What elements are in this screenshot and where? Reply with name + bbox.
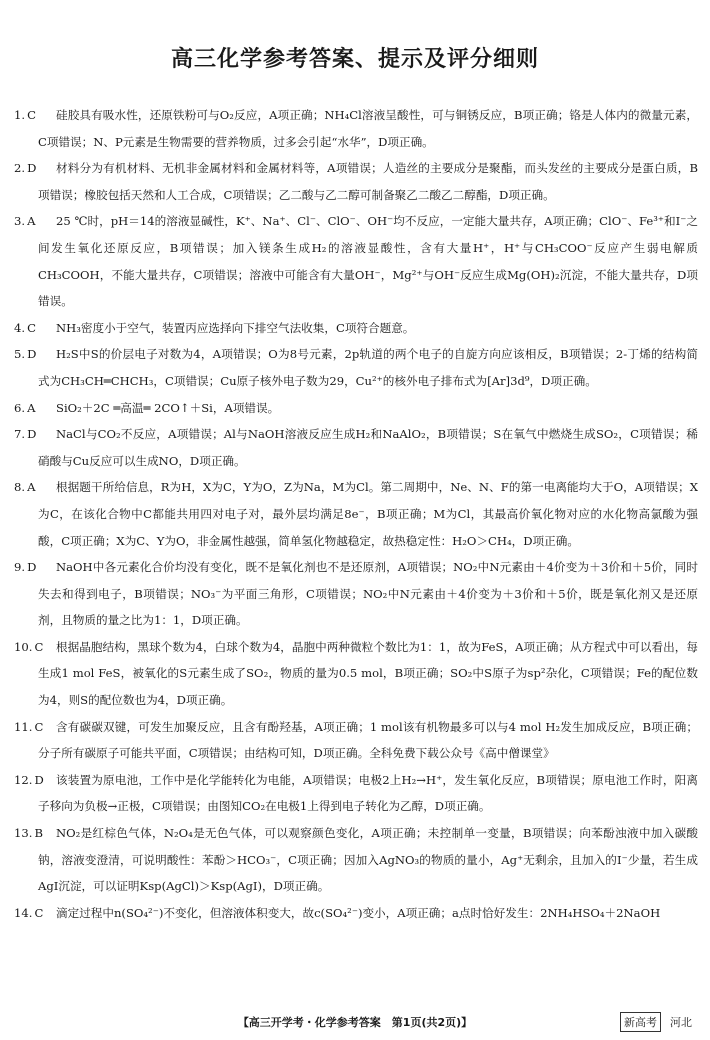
- question-number: 1.: [14, 108, 26, 122]
- answer-explanation: SiO₂＋2C ═高温═ 2CO↑＋Si，A项错误。: [56, 400, 280, 415]
- answer-choice: C: [34, 719, 44, 734]
- question-number: 11.: [14, 719, 33, 734]
- answer-item: [14, 208, 698, 314]
- answer-number: [14, 714, 44, 741]
- question-number: 7.: [14, 427, 26, 442]
- answer-choice: A: [27, 480, 36, 495]
- answer-explanation: 该装置为原电池，工作中是化学能转化为电能，A项错误；电极2上H₂→H⁺，发生氧化反应，B项错误；原电池工作时，阳离子移向为负极→正极，C项错误；由图知CO₂在电极1上得到电子转化为乙醇，D项正确。: [38, 772, 698, 814]
- answer-explanation: 25 ℃时，pH＝14的溶液显碱性，K⁺、Na⁺、Cl⁻、ClO⁻、OH⁻均不反应，一定能大量共存，A项正确；ClO⁻、Fe³⁺和I⁻之间发生氧化还原反应，B项错误；加入镁条生成H₂的溶液显酸性，含有大量H⁺，H⁺与CH₃COO⁻反应产生弱电解质CH₃COOH，不能大量共存，C项错误；溶液中可能含有大量OH⁻，Mg²⁺与OH⁻反应生成Mg(OH)₂沉淀，不能大量共存，D项错误。: [38, 214, 698, 309]
- answer-explanation: NH₃密度小于空气，装置丙应选择向下排空气法收集，C项符合题意。: [56, 320, 415, 335]
- footer-page-info: 【高三开学考・化学参考答案 第1页(共2页)】: [237, 1016, 473, 1029]
- footer-badge: 新高考: [620, 1012, 661, 1032]
- answer-explanation: NaCl与CO₂不反应，A项错误；Al与NaOH溶液反应生成H₂和NaAlO₂，B项错误；S在氧气中燃烧生成SO₂，C项错误；稀硝酸与Cu反应可以生成NO，D项正确。: [38, 427, 698, 468]
- answer-number: [14, 634, 44, 661]
- answer-choice: A: [27, 214, 36, 229]
- answer-item: [14, 421, 698, 474]
- answer-item: [14, 315, 698, 342]
- answer-explanation: 根据题干所给信息，R为H，X为C，Y为O，Z为Na，M为Cl。第二周期中，Ne、N、F的第一电离能均大于O，A项错误；X为C，在该化合物中C都能共用四对电子对，最外层均满足8e⁻，B项正确；M为Cl，其最高价氧化物对应的水化物高氯酸为强酸，C项正确；X为C、Y为O，非金属性越强，简单氢化物越稳定，故热稳定性：H₂O＞CH₄，D项正确。: [38, 480, 698, 548]
- answer-choice: D: [34, 772, 44, 787]
- question-number: 12.: [14, 772, 33, 787]
- answer-explanation: NaOH中各元素化合价均没有变化，既不是氧化剂也不是还原剂，A项错误；NO₂中N元素由＋4价变为＋3价和＋5价，同时失去和得到电子，B项错误；NO₃⁻为平面三角形，C项错误；NO₂中N元素由＋4价变为＋3价和＋5价，既是氧化剂又是还原剂，且物质的量之比为1：1，D项正确。: [38, 560, 698, 628]
- question-number: 8.: [14, 480, 26, 495]
- answer-number: [14, 554, 38, 581]
- answer-explanation: 材料分为有机材料、无机非金属材料和金属材料等，A项错误；人造丝的主要成分是聚酯，而头发丝的主要成分是蛋白质，B项错误；橡胶包括天然和人工合成，C项错误；乙二酸与乙二醇可制备聚乙二酸乙二醇酯，D项正确。: [38, 161, 698, 202]
- question-number: 2.: [14, 161, 26, 176]
- answer-item: [14, 767, 698, 820]
- question-number: 9.: [14, 560, 26, 575]
- question-number: 4.: [14, 320, 26, 335]
- answer-number: [14, 900, 44, 927]
- answer-explanation: 硅胶具有吸水性，还原铁粉可与O₂反应，A项正确；NH₄Cl溶液呈酸性，可与铜锈反应，B项正确；铬是人体内的微量元素，C项错误；N、P元素是生物需要的营养物质，过多会引起“水华”，D项正确。: [38, 108, 698, 149]
- answer-number: [14, 474, 38, 501]
- answer-choice: C: [34, 905, 44, 920]
- answer-list: [14, 102, 698, 926]
- answer-number: [14, 102, 38, 129]
- answer-choice: D: [27, 427, 37, 442]
- answer-number: [14, 155, 38, 182]
- answer-explanation: 含有碳碳双键，可发生加聚反应，且含有酚羟基，A项正确；1 mol该有机物最多可以与4 mol H₂发生加成反应，B项正确；分子所有碳原子可能共平面，C项错误；由结构可知，D项正确。全科免费下载公众号《高中僧课堂》: [38, 719, 698, 761]
- answer-choice: C: [34, 639, 44, 654]
- question-number: 3.: [14, 214, 26, 229]
- answer-item: [14, 554, 698, 634]
- answer-explanation: 根据晶胞结构，黑球个数为4，白球个数为4，晶胞中两种微粒个数比为1：1，故为FeS，A项正确；从方程式中可以看出，每生成1 mol FeS，被氧化的S元素生成了SO₂，物质的量为0.5 mol，B项正确；SO₂中S原子为sp²杂化，C项错误；Fe的配位数为4，则S的配位数也为4，D项正确。: [38, 639, 698, 708]
- answer-item: [14, 474, 698, 554]
- question-number: 13.: [14, 826, 33, 841]
- answer-item: [14, 634, 698, 714]
- answer-number: [14, 341, 38, 368]
- page-title: 高三化学参考答案、提示及评分细则: [170, 47, 539, 72]
- answer-choice: D: [27, 347, 37, 362]
- answer-item: [14, 714, 698, 767]
- answer-explanation: H₂S中S的价层电子对数为4，A项错误；O为8号元素，2p轨道的两个电子的自旋方向应该相反，B项错误；2-丁烯的结构简式为CH₃CH═CHCH₃，C项错误；Cu原子核外电子数为29，Cu²⁺的核外电子排布式为[Ar]3d⁹，D项正确。: [38, 347, 698, 388]
- answer-item: [14, 155, 698, 208]
- answer-item: [14, 102, 698, 155]
- answer-choice: D: [27, 560, 37, 575]
- answer-item: [14, 820, 698, 900]
- answer-choice: B: [34, 826, 43, 841]
- answer-number: [14, 767, 44, 794]
- answer-number: [14, 208, 38, 235]
- question-number: 5.: [14, 347, 26, 362]
- answer-choice: C: [27, 320, 36, 335]
- answer-choice: A: [27, 400, 36, 415]
- answer-number: [14, 820, 43, 847]
- footer-region: 河北: [670, 1016, 692, 1029]
- answer-number: [14, 315, 38, 342]
- answer-item: [14, 341, 698, 394]
- page-footer: [0, 1012, 710, 1032]
- question-number: 10.: [14, 639, 33, 654]
- answer-explanation: NO₂是红棕色气体，N₂O₄是无色气体，可以观察颜色变化，A项正确；未控制单一变量，B项错误；向苯酚浊液中加入碳酸钠，溶液变澄清，可说明酸性：苯酚＞HCO₃⁻，C项正确；因加入AgNO₃的物质的量小，Ag⁺无剩余，且加入的I⁻少量，若生成AgI沉淀，可以证明Ksp(AgCl)＞Ksp(AgI)，D项正确。: [38, 826, 698, 894]
- answer-choice: D: [27, 161, 37, 176]
- answer-item: [14, 395, 698, 422]
- question-number: 6.: [14, 400, 26, 415]
- answer-choice: C: [27, 108, 36, 122]
- answer-explanation: 滴定过程中n(SO₄²⁻)不变化，但溶液体积变大，故c(SO₄²⁻)变小，A项正确；a点时恰好发生：2NH₄HSO₄＋2NaOH: [56, 905, 661, 920]
- answer-item: [14, 900, 698, 927]
- answer-number: [14, 395, 38, 422]
- question-number: 14.: [14, 905, 33, 920]
- answer-number: [14, 421, 38, 448]
